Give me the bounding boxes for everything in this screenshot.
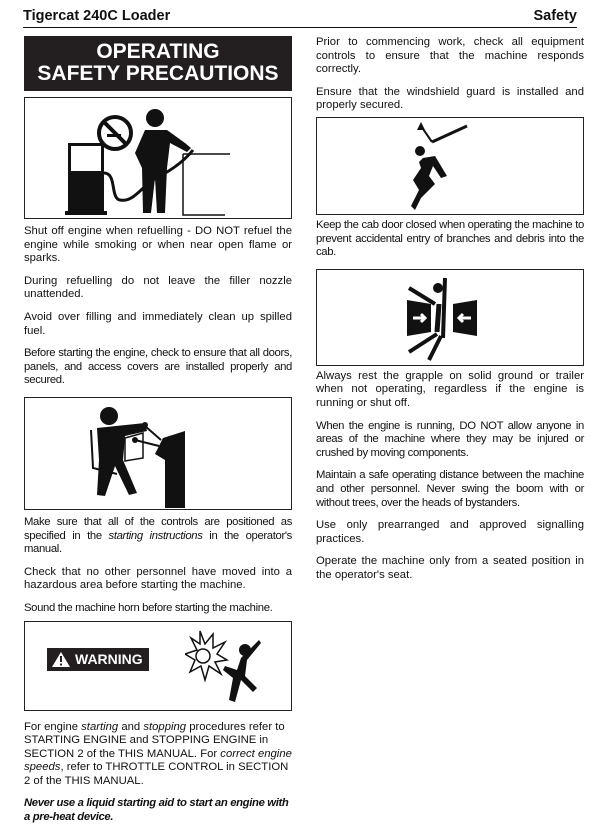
controls-figure bbox=[24, 397, 292, 510]
seated-operator-controls-icon bbox=[25, 398, 290, 508]
paragraph: During refuelling do not leave the filler nozzle unattended. bbox=[24, 274, 292, 301]
explosion-hazard-icon bbox=[185, 626, 275, 706]
banner-line-2: SAFETY PRECAUTIONS bbox=[37, 62, 279, 85]
paragraph: Use only prearranged and approved signalling practices. bbox=[316, 519, 584, 545]
paragraph: Always rest the grapple on solid ground or trailer when not operating, regardless if the engine is running or shut off. bbox=[316, 369, 584, 409]
paragraph: Make sure that all of the controls are positioned as specified in the starting instructions in the operator's manual. bbox=[24, 515, 292, 556]
section-name: Safety bbox=[533, 8, 577, 24]
left-column bbox=[24, 36, 292, 834]
paragraph: When the engine is running, DO NOT allow anyone in areas of the machine where they may be injured or crushed by moving components. bbox=[316, 419, 584, 459]
paragraph: Maintain a safe operating distance between the machine and other personnel. Never swing the boom with or without trees, over the heads of bystanders. bbox=[316, 469, 584, 509]
paragraph: Operate the machine only from a seated position in the operator's seat. bbox=[316, 555, 584, 581]
caution-note: Never use a liquid starting aid to start an engine with a pre-heat device. bbox=[24, 797, 289, 824]
warning-badge bbox=[47, 648, 149, 671]
no-smoking-refuelling-icon bbox=[25, 98, 290, 217]
right-column bbox=[316, 36, 584, 591]
paragraph: Avoid over filling and immediately clean up spilled fuel. bbox=[24, 310, 292, 337]
refuelling-figure bbox=[24, 97, 292, 219]
paragraph: For engine starting and stopping procedures refer to STARTING ENGINE and STOPPING ENGINE in SECTION 2 of the THIS MANUAL. For correct engine speeds, refer to THROTTLE CONTROL in SECTION 2 of the THIS MANUAL. bbox=[24, 720, 292, 787]
warning-label: WARNING bbox=[75, 651, 143, 667]
projectile-hazard-icon bbox=[317, 118, 575, 213]
projectile-figure bbox=[316, 117, 584, 215]
paragraph: Before starting the engine, check to ensure that all doors, panels, and access covers are installed properly and secured. bbox=[24, 347, 292, 387]
paragraph: Prior to commencing work, check all equipment controls to ensure that the machine responds correctly. bbox=[316, 36, 584, 76]
paragraph: Check that no other personnel have moved into a hazardous area before starting the machine. bbox=[24, 565, 292, 592]
header-rule bbox=[23, 27, 577, 28]
crush-hazard-icon bbox=[317, 270, 575, 364]
warning-figure bbox=[24, 621, 292, 711]
crush-figure bbox=[316, 269, 584, 366]
banner-line-1: OPERATING bbox=[96, 40, 220, 63]
paragraph: Keep the cab door closed when operating the machine to prevent accidental entry of branches and debris into the cab. bbox=[316, 218, 584, 259]
paragraph: Sound the machine horn before starting the machine. bbox=[24, 601, 273, 614]
paragraph: Shut off engine when refuelling - DO NOT refuel the engine while smoking or when near open flame or sparks. bbox=[24, 225, 292, 265]
warning-triangle-icon bbox=[51, 651, 71, 668]
document-title: Tigercat 240C Loader bbox=[23, 8, 171, 24]
section-banner bbox=[24, 36, 292, 91]
paragraph: Ensure that the windshield guard is installed and properly secured. bbox=[316, 85, 584, 112]
